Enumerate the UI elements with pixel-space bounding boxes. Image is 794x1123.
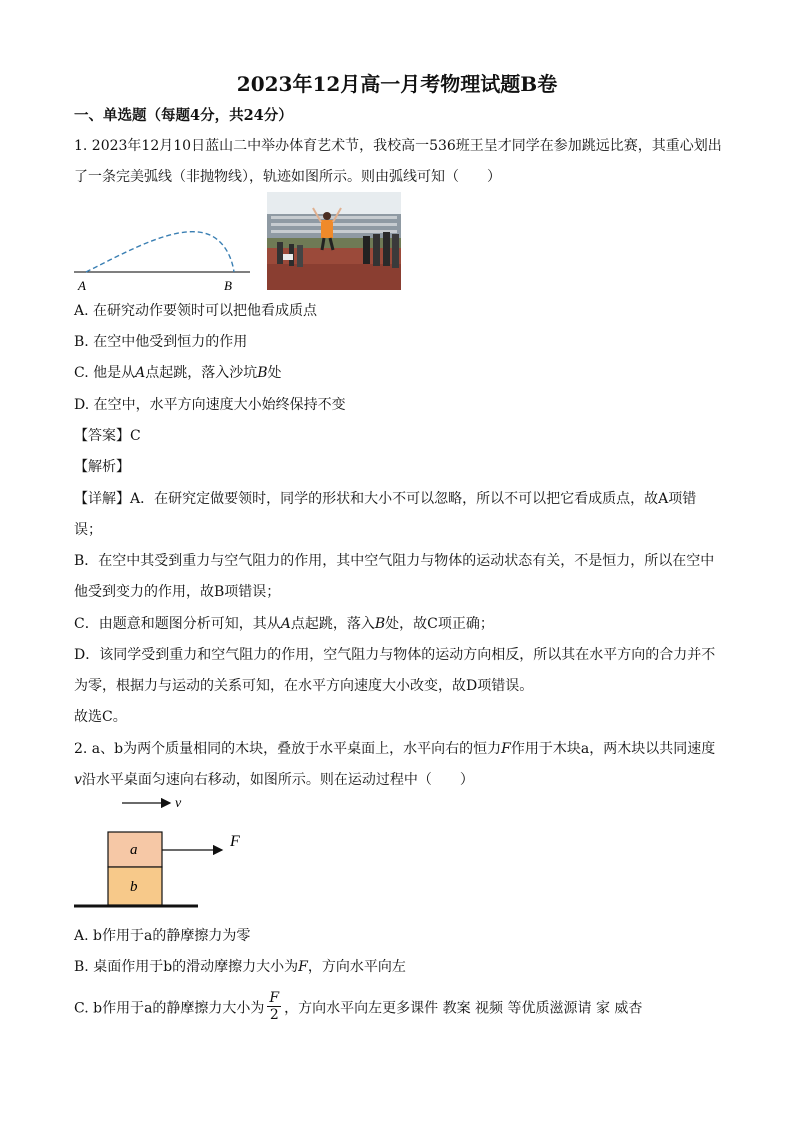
q1-option-c-text-mid: 点起跳，落入沙坑: [145, 365, 258, 381]
answer-value: C: [130, 428, 141, 444]
q2-option-c-text-end: ，方向水平向左更多课件 教案 视频 等优质滋源请 家 威杏: [284, 1000, 643, 1017]
velocity-label: v: [175, 796, 182, 811]
q1-detail-line5: [74, 613, 494, 633]
q1-option-a: A. 在研究动作要领时可以把他看成质点: [74, 303, 318, 319]
q1-detail-line4: 他受到变力的作用，故B项错误；: [74, 584, 281, 600]
q1-option-b: B. 在空中他受到恒力的作用: [74, 334, 248, 350]
q1-detail-line6: D．该同学受到重力和空气阻力的作用，空气阻力与物体的运动方向相反，所以其在水平方向的合力并不: [74, 647, 716, 663]
q1-option-c-point-a: A: [135, 365, 146, 381]
fraction-numerator: F: [269, 990, 280, 1006]
q2-option-b: [74, 956, 406, 976]
q1-analysis-label: 【解析】: [74, 459, 130, 475]
q1-answer: [74, 425, 141, 445]
detail5-text: C．由题意和题图分析可知，其从: [74, 616, 281, 632]
trajectory-diagram: [70, 200, 255, 295]
q1-detail-line7: 为零，根据力与运动的关系可知，在水平方向速度大小改变，故D项错误。: [74, 678, 534, 694]
detail5-point-b: B: [374, 616, 386, 632]
long-jump-photo: [267, 192, 401, 290]
q1-detail-line1: 【详解】A．在研究定做要领时，同学的形状和大小不可以忽略，所以不可以把它看成质点，故A项错: [74, 491, 697, 507]
q1-option-c-text: C. 他是从: [74, 365, 136, 381]
detail5-text-end: 处，故C项正确；: [385, 616, 494, 632]
q2-stem-text-end: 作用于木块a，两木块以共同速度: [510, 741, 716, 757]
q1-option-d: D. 在空中，水平方向速度大小始终保持不变: [74, 397, 346, 413]
q1-detail-line2: 误；: [74, 522, 102, 538]
detail5-point-a: A: [280, 616, 291, 632]
fraction: [267, 990, 281, 1023]
q1-stem-line1: 1. 2023年12月10日蓝山二中举办体育艺术节，我校高一536班王呈才同学在参加跳远比赛，其重心划出: [74, 138, 722, 154]
fraction-denominator: 2: [269, 1007, 279, 1023]
q2-option-b-force: F: [298, 959, 308, 975]
q1-option-c-point-b: B: [257, 365, 268, 381]
q2-stem-line1: [74, 738, 715, 758]
block-b-label: b: [130, 879, 138, 895]
q1-stem-line2: 了一条完美弧线（非抛物线），轨迹如图所示。则由弧线可知（ ）: [74, 169, 501, 185]
q1-conclusion: 故选C。: [74, 709, 127, 725]
detail5-text-mid: 点起跳，落入: [290, 616, 375, 632]
point-a-label: A: [78, 278, 86, 293]
q2-stem-force: F: [501, 741, 511, 757]
q2-stem-velocity: v: [74, 772, 82, 788]
point-b-label: B: [224, 278, 232, 293]
q2-stem-text: 2. a、b为两个质量相同的木块，叠放于水平桌面上，水平向右的恒力: [74, 741, 502, 757]
force-label: F: [230, 833, 240, 850]
q1-option-c-text-end: 处: [267, 365, 282, 381]
q1-option-c: [74, 362, 282, 382]
q2-option-b-text: B. 桌面作用于b的滑动摩擦力大小为: [74, 959, 299, 975]
q2-stem-line2: [74, 769, 474, 789]
page-title: 2023年12月高一月考物理试题B卷: [236, 72, 558, 96]
q2-option-a: A. b作用于a的静摩擦力为零: [74, 928, 251, 944]
long-jump-photo-image: [267, 192, 401, 290]
q2-stem-text2: 沿水平桌面匀速向右移动，如图所示。则在运动过程中（ ）: [81, 772, 474, 788]
q2-option-b-text-end: ，方向水平向左: [307, 959, 406, 975]
blocks-diagram: [70, 792, 260, 912]
q1-detail-line3: B．在空中其受到重力与空气阻力的作用，其中空气阻力与物体的运动状态有关，不是恒力，所以在空中: [74, 553, 715, 569]
answer-label: 【答案】: [74, 428, 130, 444]
section-heading: 一、单选题（每题4分，共24分）: [74, 107, 293, 124]
block-a-label: a: [130, 842, 138, 858]
trajectory-arc: [86, 232, 234, 272]
q2-option-c: [74, 992, 642, 1025]
q2-option-c-text: C. b作用于a的静摩擦力大小为: [74, 1000, 265, 1017]
